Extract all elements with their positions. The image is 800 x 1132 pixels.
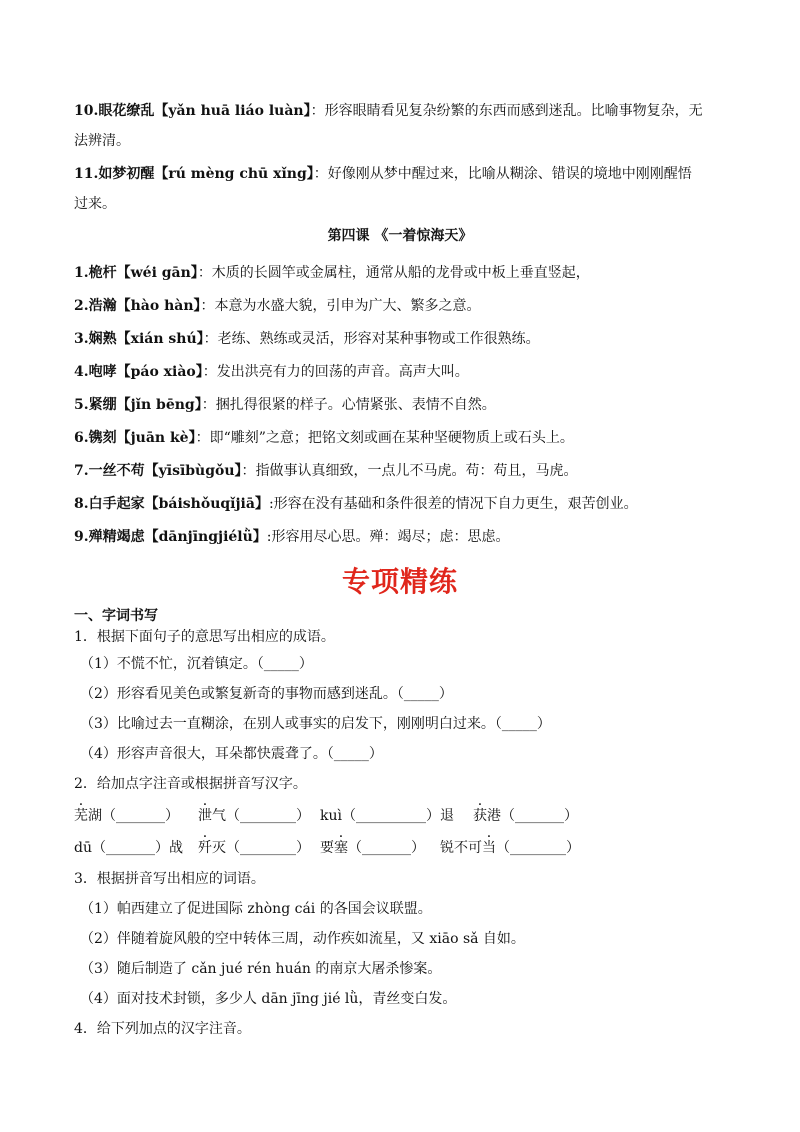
q2-blank: 气（________） (212, 808, 310, 824)
q3-item-3: （3）随后制造了 cǎn jué rén huán 的南京大屠杀惨案。 (80, 961, 442, 977)
lesson4-item-1 (74, 262, 590, 282)
q1-item-4: （4）形容声音很大，耳朵都快震聋了。（_____） (80, 746, 383, 762)
q2-cell (320, 805, 454, 825)
vocab-item-10-cont (74, 130, 130, 150)
vocab-term: 10.眼花缭乱【yǎn huā liáo luàn】 (74, 103, 311, 119)
q2-blank: （________） (496, 840, 580, 856)
q2-cell (74, 805, 179, 825)
vocab-definition: ：木质的长圆竿或金属柱，通常从船的龙骨或中板上垂直竖起， (197, 265, 590, 281)
q3-item-2: （2）伴随着旋风般的空中转体三周，动作疾如流星，又 xiāo sǎ 自如。 (80, 931, 525, 947)
dotted-char: 获 (473, 808, 487, 824)
vocab-definition-cont: 过来。 (74, 196, 116, 212)
vocab-definition: ：即“雕刻”之意；把铭文刻或画在某种坚硬物质上或石头上。 (195, 430, 574, 446)
vocab-term: 9.殚精竭虑【dānjīngjiélǜ】 (74, 529, 267, 545)
q2-blank: （_______） (348, 840, 425, 856)
q2-text: 锐不可 (440, 840, 482, 856)
lesson4-item-2 (74, 295, 481, 315)
q2-cell (473, 805, 578, 825)
q4-stem: 4．给下列加点的汉字注音。 (74, 1021, 251, 1037)
vocab-term: 6.镌刻【juān kè】 (74, 430, 196, 446)
q1-stem: 1．根据下面句子的意思写出相应的成语。 (74, 629, 335, 645)
lesson4-item-8 (74, 493, 638, 513)
vocab-definition: ：本意为水盛大貌，引申为广大、繁多之意。 (200, 298, 481, 314)
lesson4-item-5 (74, 394, 496, 414)
q2-cell (320, 837, 425, 857)
q3-stem: 3．根据拼音写出相应的词语。 (74, 871, 265, 887)
q3-item-4: （4）面对技术封锁，多少人 dān jīng jié lǜ，青丝变白发。 (80, 991, 457, 1007)
vocab-item-11-cont (74, 193, 116, 213)
lesson4-item-4 (74, 361, 469, 381)
lesson4-item-6 (74, 427, 574, 447)
q2-blank: 港（_______） (487, 808, 578, 824)
q2-cell (440, 837, 580, 857)
q2-cell (198, 837, 310, 857)
lesson-title: 第四课 《一着惊海天》 (327, 228, 473, 244)
lesson4-item-9 (74, 526, 510, 546)
vocab-term: 3.娴熟【xián shú】 (74, 331, 204, 347)
q1-item-3: （3）比喻过去一直糊涂，在别人或事实的启发下，刚刚明白过来。（_____） (80, 716, 551, 732)
vocab-term: 1.桅杆【wéi gān】 (74, 265, 198, 281)
vocab-definition: ：指做事认真细致，一点儿不马虎。苟：苟且，马虎。 (241, 463, 578, 479)
lesson4-item-3 (74, 328, 540, 348)
vocab-item-10 (74, 100, 703, 120)
vocab-term: 7.一丝不苟【yīsībùgǒu】 (74, 463, 242, 479)
vocab-item-11 (74, 163, 692, 183)
vocab-definition: :形容在没有基础和条件很差的情况下自力更生，艰苦创业。 (268, 496, 638, 512)
section-title: 专项精练 (341, 565, 458, 598)
vocab-definition: ：捆扎得很紧的样子。心情紧张、表情不自然。 (201, 397, 496, 413)
dotted-char: 塞 (334, 840, 348, 856)
dotted-char: 芜 (74, 808, 88, 824)
q2-cell (198, 805, 310, 825)
q3-item-1: （1）帕西建立了促进国际 zhòng cái 的各国会议联盟。 (80, 901, 432, 917)
q2-blank: 湖（_______） (88, 808, 179, 824)
vocab-definition: ：老练、熟练或灵活，形容对某种事物或工作很熟练。 (203, 331, 540, 347)
dotted-char: 泄 (198, 808, 212, 824)
q1-item-2: （2）形容看见美色或繁复新奇的事物而感到迷乱。（_____） (80, 686, 453, 702)
vocab-term: 2.浩瀚【hào hàn】 (74, 298, 201, 314)
vocab-definition: :形容用尽心思。殚：竭尽；虑：思虑。 (266, 529, 510, 545)
q2-blank: kuì（__________）退 (320, 808, 454, 824)
dotted-char: 当 (482, 840, 496, 856)
vocab-definition: ：发出洪亮有力的回荡的声音。高声大叫。 (202, 364, 469, 380)
lesson4-item-7 (74, 460, 578, 480)
q2-text: 要 (320, 840, 334, 856)
dotted-char: 歼 (198, 840, 212, 856)
q2-blank: dū（_______）战 (74, 840, 183, 856)
q2-cell (74, 837, 183, 857)
vocab-definition-cont: 法辨清。 (74, 133, 130, 149)
vocab-term: 11.如梦初醒【rú mèng chū xǐng】 (74, 166, 314, 182)
vocab-definition: ：形容眼睛看见复杂纷繁的东西而感到迷乱。比喻事物复杂，无 (310, 103, 703, 119)
q1-item-1: （1）不慌不忙，沉着镇定。（_____） (80, 656, 313, 672)
vocab-term: 5.紧绷【jǐn bēng】 (74, 397, 202, 413)
q2-blank: 灭（________） (212, 840, 310, 856)
q2-stem: 2．给加点字注音或根据拼音写汉字。 (74, 776, 307, 792)
vocab-term: 8.白手起家【báishǒuqǐjiā】 (74, 496, 269, 512)
vocab-term: 4.咆哮【páo xiào】 (74, 364, 203, 380)
vocab-definition: ：好像刚从梦中醒过来，比喻从糊涂、错误的境地中刚刚醒悟 (313, 166, 692, 182)
part1-heading: 一、字词书写 (74, 608, 158, 624)
